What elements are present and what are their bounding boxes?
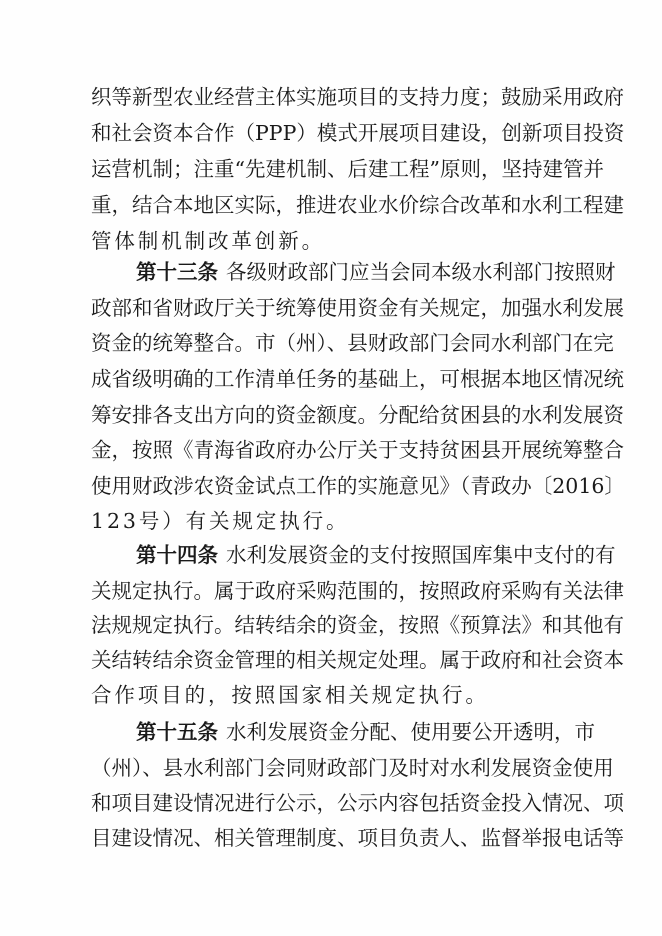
text-line: 织等新型农业经营主体实施项目的支持力度；鼓励采用政府 (91, 85, 624, 109)
text-line: 政部和省财政厅关于统筹使用资金有关规定，加强水利发展 (91, 296, 624, 320)
text-line: 和项目建设情况进行公示，公示内容包括资金投入情况、项 (91, 791, 624, 815)
article-text: 各级财政部门应当会同本级水利部门按照财 (226, 260, 616, 284)
text-line: 筹安排各支出方向的资金额度。分配给贫困县的水利发展资 (91, 403, 624, 427)
text-line: （州）、县水利部门会同财政部门及时对水利发展资金使用 (91, 756, 614, 780)
article-text: 水利发展资金分配、使用要公开透明，市 (226, 720, 595, 744)
text-line: 合作项目的，按照国家相关规定执行。 (91, 683, 489, 707)
text-line: 法规规定执行。结转结余的资金，按照《预算法》和其他有 (91, 613, 624, 637)
article-first-line (136, 257, 616, 287)
text-line: 资金的统筹整合。市（州）、县财政部门会同水利部门在完 (91, 331, 614, 355)
text-line: 关结转结余资金管理的相关规定处理。属于政府和社会资本 (91, 648, 624, 672)
text-line: 成省级明确的工作清单任务的基础上，可根据本地区情况统 (91, 367, 624, 391)
article-text: 水利发展资金的支付按照国库集中支付的有 (226, 543, 616, 567)
text-line: 使用财政涉农资金试点工作的实施意见》（青政办〔2016〕 (91, 474, 625, 498)
text-line: 和社会资本合作（PPP）模式开展项目建设，创新项目投资 (91, 121, 625, 145)
text-line: 管体制机制改革创新。 (91, 229, 325, 253)
text-line: 123号）有关规定执行。 (91, 509, 350, 533)
article-title: 第十三条 (136, 260, 218, 284)
article-first-line (136, 717, 595, 747)
article-first-line (136, 540, 616, 570)
text-line: 重，结合本地区实际，推进农业水价综合改革和水利工程建 (91, 193, 624, 217)
text-line: 金，按照《青海省政府办公厅关于支持贫困县开展统筹整合 (91, 438, 624, 462)
text-line: 目建设情况、相关管理制度、项目负责人、监督举报电话等 (91, 826, 624, 850)
text-line: 运营机制；注重“先建机制、后建工程”原则，坚持建管并 (91, 157, 604, 181)
text-line: 关规定执行。属于政府采购范围的，按照政府采购有关法律 (91, 579, 624, 603)
article-title: 第十四条 (136, 543, 218, 567)
article-title: 第十五条 (136, 720, 218, 744)
